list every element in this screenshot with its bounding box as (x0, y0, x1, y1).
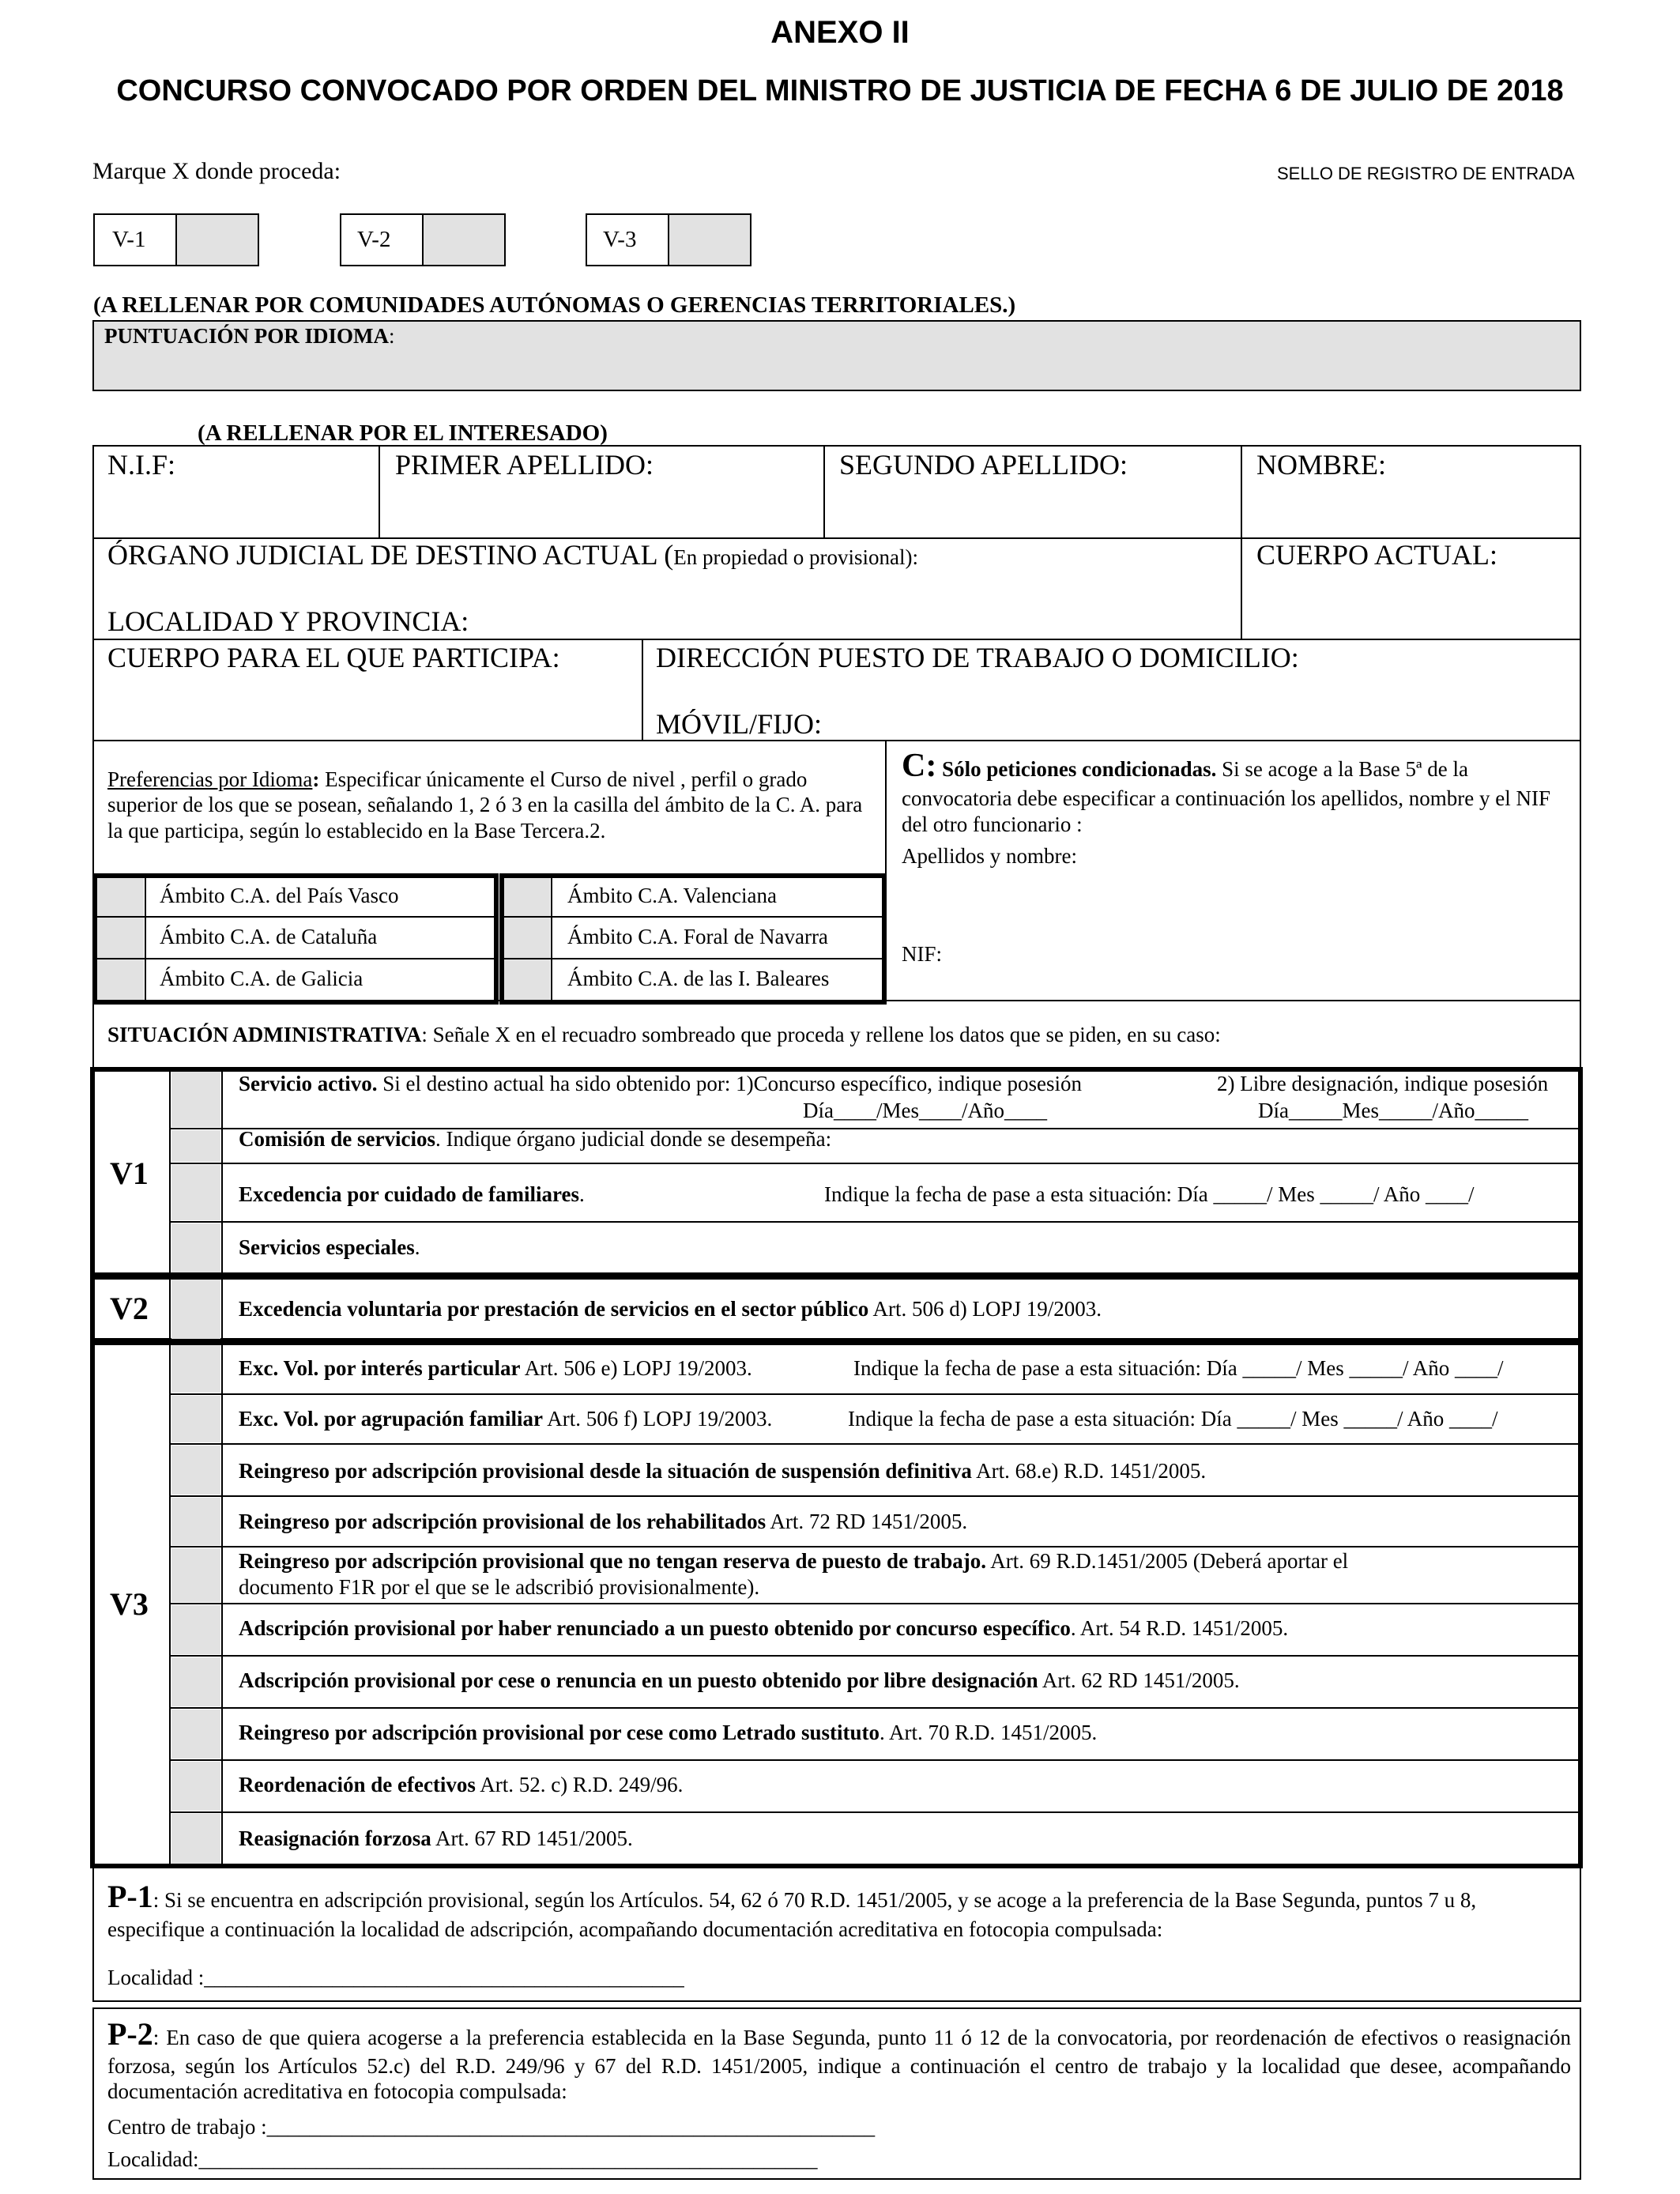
v3-checkbox-interest[interactable] (171, 1345, 220, 1393)
v3-row-no-reserve-2: documento F1R por el que se le adscribió provisionalmente). (239, 1575, 760, 1599)
v3-checkbox-substitute[interactable] (171, 1710, 220, 1759)
v3-checkbox-forced[interactable] (171, 1814, 220, 1864)
area-galicia: Ámbito C.A. de Galicia (160, 967, 363, 990)
v3-row-no-reserve: Reingreso por adscripción provisional que no tengan reserva de puesto de trabajo. Art. 69 R.D.1451/2005 (Deberá aportar el (239, 1549, 1349, 1573)
area-navarra: Ámbito C.A. Foral de Navarra (567, 925, 828, 948)
second-surname-label: SEGUNDO APELLIDO: (839, 449, 1128, 481)
v3-row-reorganization: Reordenación de efectivos Art. 52. c) R.D. 249/96. (239, 1773, 684, 1796)
area-cataluna: Ámbito C.A. de Cataluña (160, 925, 378, 948)
v1-leave-text: Excedencia por cuidado de familiares. (239, 1182, 585, 1206)
conditional-nif-label: NIF: (902, 942, 943, 966)
p1-text: P-1: Si se encuentra en adscripción provisional, según los Artículos. 54, 62 ó 70 R.D. 1451/2005, y se acoge a la preferencia de la Base Segunda, puntos 7 u 8, especifique a continuación la localidad de adscripción, acompañando documentación acreditativa en fotocopia compulsada: (107, 1879, 1477, 1941)
v1-checkbox-leave[interactable] (171, 1165, 220, 1220)
v3-label: V3 (110, 1586, 149, 1622)
body-applying-label: CUERPO PARA EL QUE PARTICIPA: (107, 642, 560, 673)
conditional-names-label: Apellidos y nombre: (902, 844, 1077, 868)
area-pais-vasco: Ámbito C.A. del País Vasco (160, 884, 399, 907)
v1-label: V1 (110, 1155, 149, 1191)
conditional-text: C: Sólo peticiones condicionadas. Si se acoge a la Base 5ª de la convocatoria debe especificar a continuación los apellidos, nombre y el NIF del otro funcionario : (902, 748, 1550, 836)
v3-checkbox-no-reserve[interactable] (171, 1548, 220, 1602)
v3-row-interest-date: Indique la fecha de pase a esta situación: Día _____/ Mes _____/ Año ____/ (853, 1356, 1504, 1380)
v3-checkbox-free-designation[interactable] (171, 1657, 220, 1706)
v1-active-text-2: 2) Libre designación, indique posesión (1217, 1072, 1549, 1095)
v3-row-family: Exc. Vol. por agrupación familiar Art. 506 f) LOPJ 19/2003. (239, 1407, 773, 1431)
v3-checkbox-renounced[interactable] (171, 1605, 220, 1654)
v3-row-substitute: Reingreso por adscripción provisional por cese como Letrado sustituto. Art. 70 R.D. 1451/2005. (239, 1721, 1098, 1744)
option-v2-label: V-2 (357, 227, 391, 252)
organ-label: ÓRGANO JUDICIAL DE DESTINO ACTUAL (En propiedad o provisional): (107, 539, 918, 571)
v3-row-suspension: Reingreso por adscripción provisional desde la situación de suspensión definitiva Art. 68.e) R.D. 1451/2005. (239, 1459, 1207, 1483)
annex-title: ANEXO II (770, 15, 910, 50)
v1-leave-date: Indique la fecha de pase a esta situación: Día _____/ Mes _____/ Año ____/ (824, 1182, 1475, 1206)
v2-label: V2 (110, 1291, 149, 1326)
v1-checkbox-active[interactable] (171, 1072, 220, 1127)
area-checkbox-valenciana[interactable] (504, 878, 550, 1000)
situation-heading: SITUACIÓN ADMINISTRATIVA: Señale X en el recuadro sombreado que proceda y rellene los datos que se piden, en su caso: (107, 1023, 1221, 1046)
mark-prompt: Marque X donde proceda: (92, 158, 341, 184)
p1-locality-field[interactable]: Localidad :_____________________________________________ (107, 1966, 684, 1989)
area-checkbox-pais-vasco[interactable] (97, 878, 144, 1000)
option-v3-label: V-3 (603, 227, 637, 252)
phone-label: MÓVIL/FIJO: (656, 708, 823, 740)
stamp-label: SELLO DE REGISTRO DE ENTRADA (1277, 164, 1575, 183)
address-label: DIRECCIÓN PUESTO DE TRABAJO O DOMICILIO: (656, 642, 1299, 673)
v1-checkbox-commission[interactable] (171, 1130, 220, 1162)
p2-locality-field[interactable]: Localidad:__________________________________________________________ (107, 2147, 818, 2171)
v3-checkbox-family[interactable] (171, 1396, 220, 1442)
v3-checkbox-reorganization[interactable] (171, 1762, 220, 1811)
applicant-heading: (A RELLENAR POR EL INTERESADO) (198, 420, 608, 446)
v1-special-text: Servicios especiales. (239, 1235, 420, 1259)
v1-active-text: Servicio activo. Si el destino actual ha sido obtenido por: 1)Concurso específico, indique posesión (239, 1072, 1083, 1095)
v3-row-family-date: Indique la fecha de pase a esta situación: Día _____/ Mes _____/ Año ____/ (848, 1407, 1498, 1431)
page-title: CONCURSO CONVOCADO POR ORDEN DEL MINISTRO DE JUSTICIA DE FECHA 6 DE JULIO DE 2018 (116, 74, 1564, 107)
language-preferences-text: Preferencias por Idioma: Especificar únicamente el Curso de nivel , perfil o grado superior de los que se posean, señalando 1, 2 ó 3 en la casilla del ámbito de la C. A. para la que participa, según lo establecido en la Base Tercera.2. (107, 767, 863, 843)
area-baleares: Ámbito C.A. de las I. Baleares (567, 967, 830, 990)
v3-row-renounced: Adscripción provisional por haber renunciado a un puesto obtenido por concurso específico. Art. 54 R.D. 1451/2005. (239, 1616, 1289, 1640)
v1-commission-text: Comisión de servicios. Indique órgano judicial donde se desempeña: (239, 1127, 832, 1151)
p2-text: P-2: En caso de que quiera acogerse a la preferencia establecida en la Base Segunda, punto 11 ó 12 de la convocatoria, por reordenación de efectivos o reasignación forzosa, según los Artículos 52.c) del R.D. 249/96 y 67 del R.D. 1451/2005, indique a continuación el centro de trabajo y la localidad que desee, acompañando documentación acreditativa en fotocopia compulsada: (107, 2016, 1571, 2104)
v2-checkbox[interactable] (171, 1280, 220, 1339)
first-surname-label: PRIMER APELLIDO: (395, 449, 654, 481)
option-v3-checkbox[interactable] (669, 215, 750, 265)
locality-label: LOCALIDAD Y PROVINCIA: (107, 605, 469, 637)
p2-center-field[interactable]: Centro de trabajo :_________________________________________________________ (107, 2115, 876, 2139)
nif-label: N.I.F: (107, 449, 176, 481)
current-body-label: CUERPO ACTUAL: (1256, 539, 1498, 571)
v3-row-interest: Exc. Vol. por interés particular Art. 506 e) LOPJ 19/2003. (239, 1356, 752, 1380)
area-valenciana: Ámbito C.A. Valenciana (567, 884, 777, 907)
v3-checkbox-rehabilitated[interactable] (171, 1498, 220, 1545)
option-v1-label: V-1 (112, 227, 146, 252)
admin-section-heading: (A RELLENAR POR COMUNIDADES AUTÓNOMAS O GERENCIAS TERRITORIALES.) (93, 292, 1016, 318)
v1-date-1: Día____/Mes____/Año____ (803, 1099, 1047, 1122)
v3-row-forced: Reasignación forzosa Art. 67 RD 1451/2005. (239, 1826, 633, 1850)
applicant-table (92, 445, 1581, 741)
v2-text: Excedencia voluntaria por prestación de servicios en el sector público Art. 506 d) LOPJ 19/2003. (239, 1297, 1102, 1321)
option-v1-checkbox[interactable] (177, 215, 258, 265)
v3-checkbox-suspension[interactable] (171, 1446, 220, 1495)
v1-checkbox-special[interactable] (171, 1223, 220, 1272)
option-v2-checkbox[interactable] (424, 215, 504, 265)
v3-row-rehabilitated: Reingreso por adscripción provisional de los rehabilitados Art. 72 RD 1451/2005. (239, 1510, 968, 1533)
v3-row-free-designation: Adscripción provisional por cese o renuncia en un puesto obtenido por libre designación Art. 62 RD 1451/2005. (239, 1668, 1240, 1692)
score-label: PUNTUACIÓN POR IDIOMA: (104, 324, 395, 348)
name-label: NOMBRE: (1256, 449, 1387, 481)
v1-date-2: Día_____Mes_____/Año_____ (1258, 1099, 1528, 1122)
